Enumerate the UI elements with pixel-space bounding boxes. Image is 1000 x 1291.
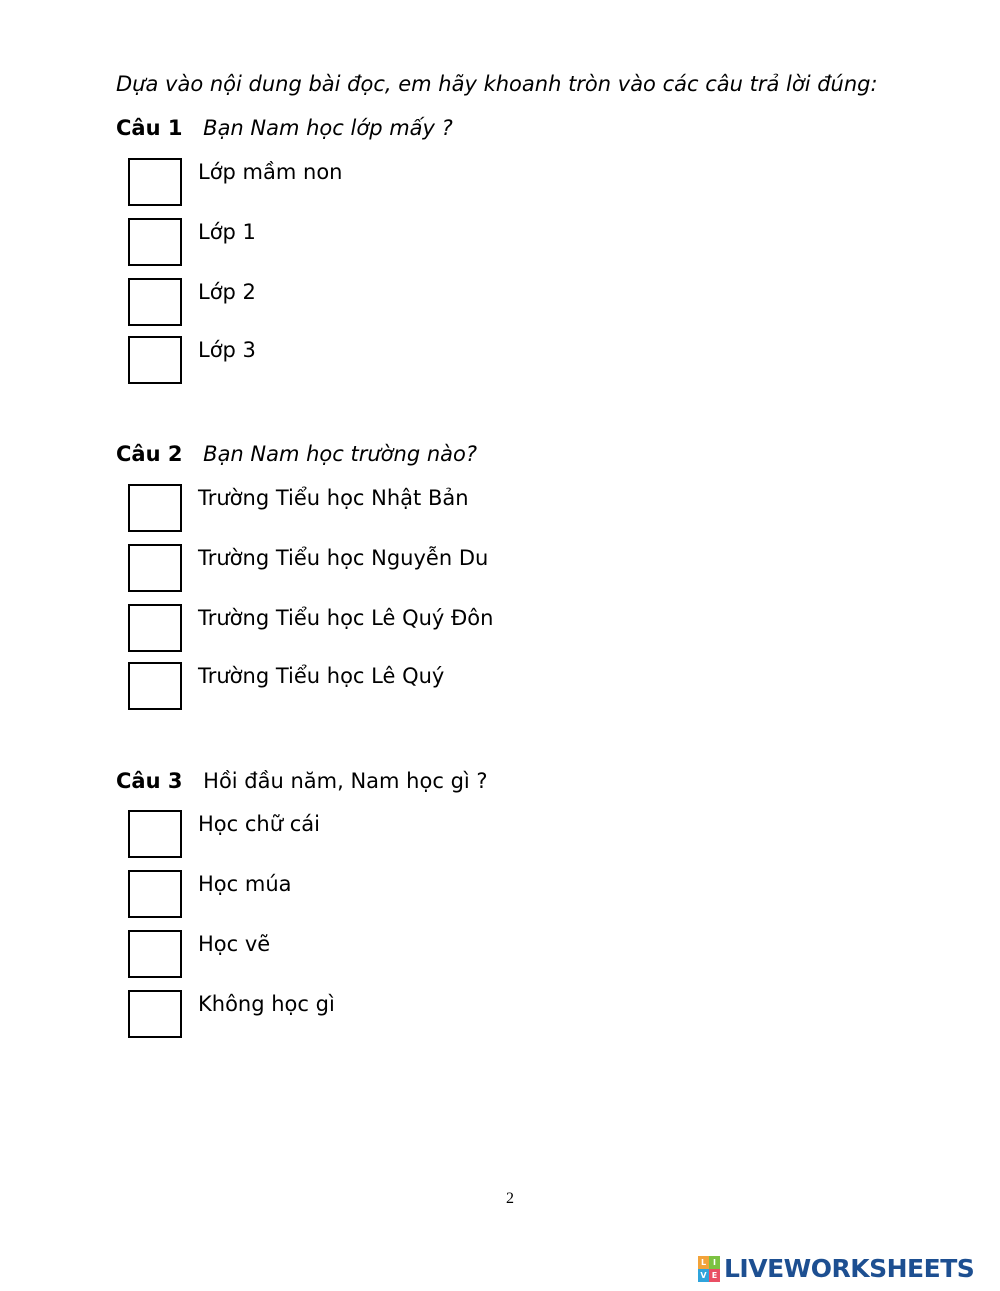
option-label: Lớp 3 bbox=[198, 338, 256, 362]
option-label: Không học gì bbox=[198, 992, 335, 1016]
question-3 bbox=[116, 769, 488, 793]
answer-checkbox[interactable] bbox=[128, 218, 182, 266]
option-label: Học vẽ bbox=[198, 932, 271, 956]
brand-text: LIVEWORKSHEETS bbox=[724, 1254, 975, 1283]
instruction-text: Dựa vào nội dung bài đọc, em hãy khoanh tròn vào các câu trả lời đúng: bbox=[116, 72, 878, 96]
logo-letter-v: V bbox=[698, 1269, 709, 1282]
question-2-option-2 bbox=[128, 544, 488, 592]
answer-checkbox[interactable] bbox=[128, 336, 182, 384]
question-1-option-4 bbox=[128, 336, 256, 384]
question-3-option-3 bbox=[128, 930, 270, 978]
answer-checkbox[interactable] bbox=[128, 662, 182, 710]
question-3-option-4 bbox=[128, 990, 335, 1038]
answer-checkbox[interactable] bbox=[128, 810, 182, 858]
option-label: Trường Tiểu học Lê Quý bbox=[198, 664, 445, 688]
answer-checkbox[interactable] bbox=[128, 870, 182, 918]
question-2-option-3 bbox=[128, 604, 493, 652]
liveworksheets-brand bbox=[698, 1254, 974, 1283]
question-1-option-2 bbox=[128, 218, 256, 266]
question-1 bbox=[116, 116, 453, 140]
question-1-text: Bạn Nam học lớp mấy ? bbox=[203, 116, 453, 140]
question-3-text: Hồi đầu năm, Nam học gì ? bbox=[203, 769, 488, 793]
logo-letter-l: L bbox=[698, 1256, 709, 1269]
answer-checkbox[interactable] bbox=[128, 604, 182, 652]
question-2-label: Câu 2 bbox=[116, 442, 183, 466]
option-label: Lớp mầm non bbox=[198, 160, 343, 184]
question-2 bbox=[116, 442, 477, 466]
question-3-option-2 bbox=[128, 870, 292, 918]
answer-checkbox[interactable] bbox=[128, 990, 182, 1038]
answer-checkbox[interactable] bbox=[128, 544, 182, 592]
option-label: Học múa bbox=[198, 872, 292, 896]
logo-letter-i: I bbox=[709, 1256, 720, 1269]
option-label: Học chữ cái bbox=[198, 812, 320, 836]
answer-checkbox[interactable] bbox=[128, 278, 182, 326]
question-1-option-3 bbox=[128, 278, 256, 326]
question-1-label: Câu 1 bbox=[116, 116, 183, 140]
question-1-option-1 bbox=[128, 158, 342, 206]
option-label: Trường Tiểu học Nhật Bản bbox=[198, 486, 469, 510]
question-2-text: Bạn Nam học trường nào? bbox=[203, 442, 478, 466]
question-3-label: Câu 3 bbox=[116, 769, 183, 793]
logo-letter-e: E bbox=[709, 1269, 720, 1282]
question-2-option-1 bbox=[128, 484, 469, 532]
option-label: Trường Tiểu học Lê Quý Đôn bbox=[198, 606, 494, 630]
answer-checkbox[interactable] bbox=[128, 158, 182, 206]
question-2-option-4 bbox=[128, 662, 444, 710]
option-label: Lớp 2 bbox=[198, 280, 256, 304]
liveworksheets-logo-icon bbox=[698, 1256, 720, 1282]
question-3-option-1 bbox=[128, 810, 320, 858]
page-number: 2 bbox=[506, 1190, 514, 1207]
option-label: Lớp 1 bbox=[198, 220, 256, 244]
option-label: Trường Tiểu học Nguyễn Du bbox=[198, 546, 489, 570]
answer-checkbox[interactable] bbox=[128, 930, 182, 978]
answer-checkbox[interactable] bbox=[128, 484, 182, 532]
